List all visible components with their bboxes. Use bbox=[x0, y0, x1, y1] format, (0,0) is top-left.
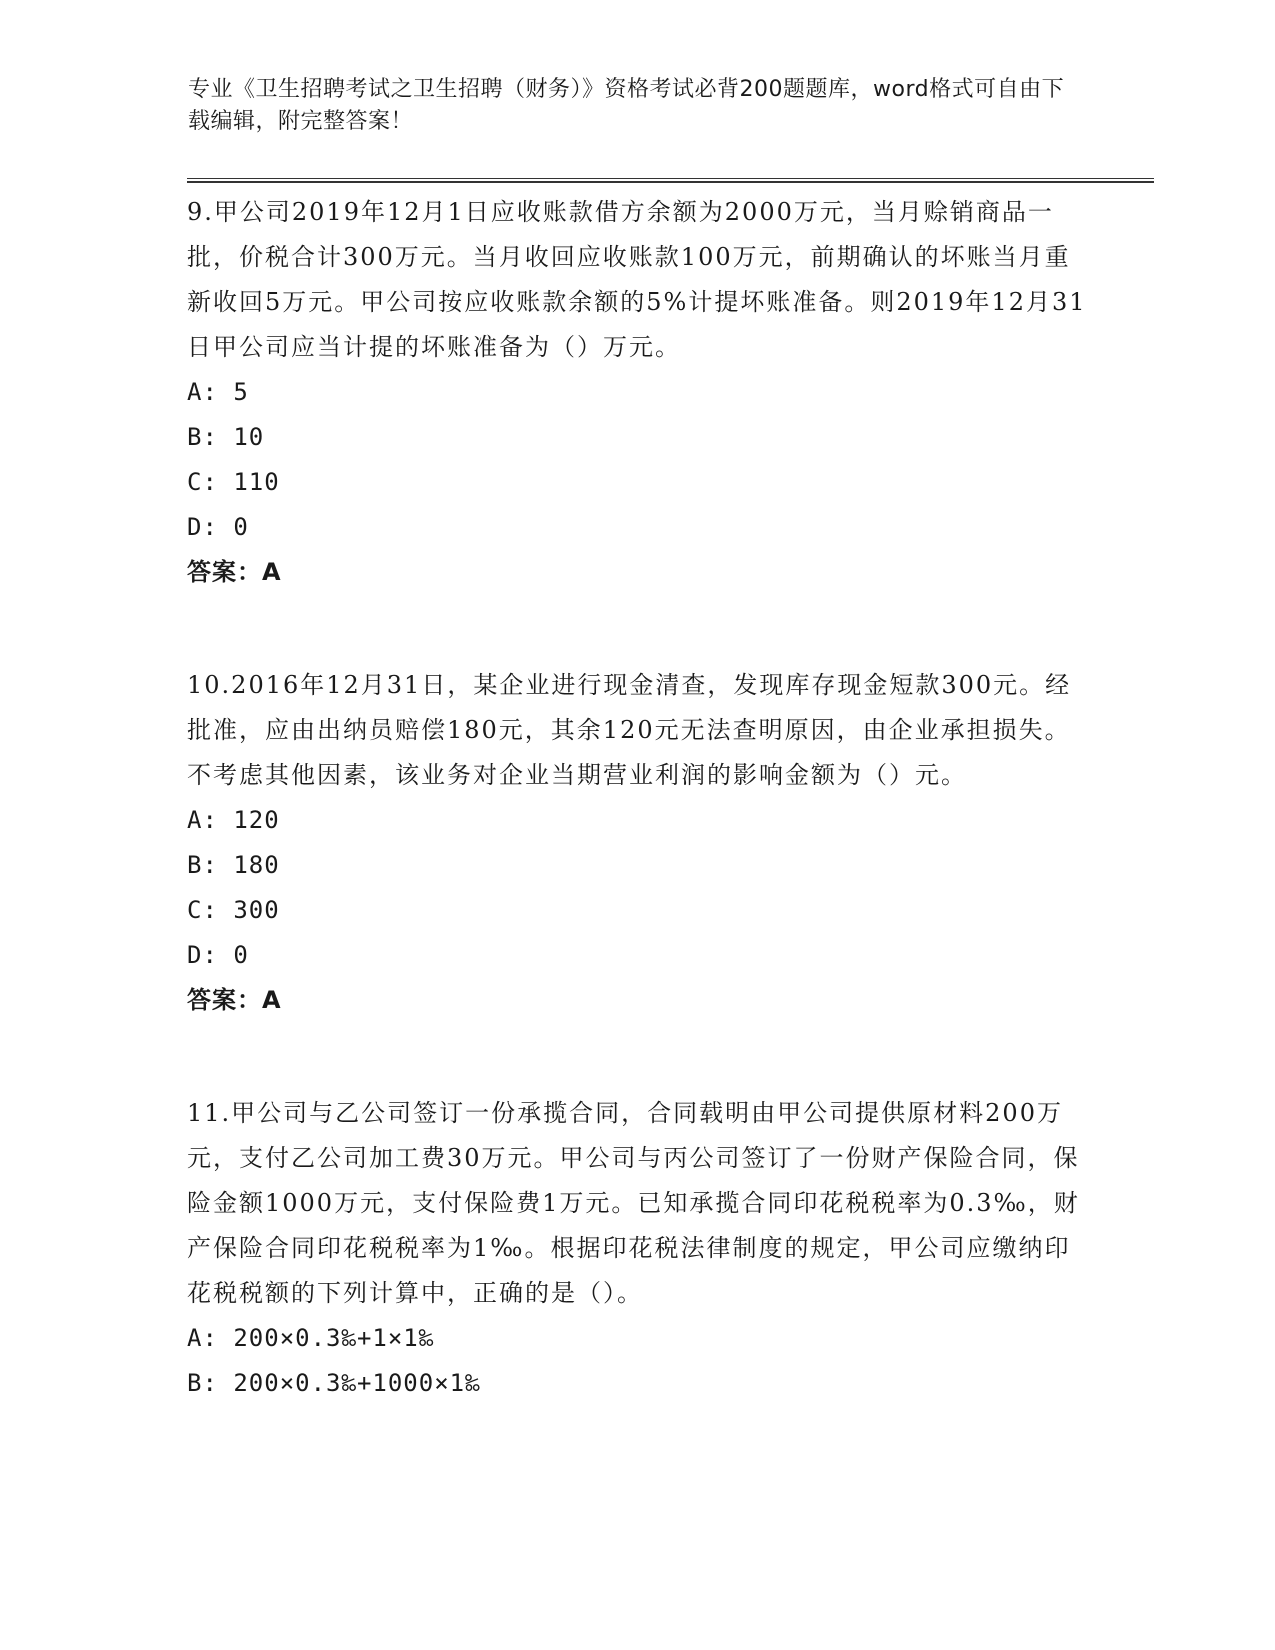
document-header: 专业《卫生招聘考试之卫生招聘（财务）》资格考试必背200题题库，word格式可自由下载编辑，附完整答案！ bbox=[188, 77, 1065, 134]
option-c: C: 110 bbox=[187, 468, 280, 496]
question-stem: 11.甲公司与乙公司签订一份承揽合同，合同载明由甲公司提供原材料200万元，支付乙公司加工费30万元。甲公司与丙公司签订了一份财产保险合同，保险金额1000万元，支付保险费1万元。已知承揽合同印花税税率为0.3‰，财产保险合同印花税税率为1‰。根据印花税法律制度的规定，甲公司应缴纳印花税税额的下列计算中，正确的是（）。 bbox=[187, 1099, 1080, 1307]
option-b: B: 180 bbox=[187, 851, 280, 879]
question-10 bbox=[187, 663, 1087, 1023]
answer-label: 答案：A bbox=[187, 558, 282, 586]
answer-label: 答案：A bbox=[187, 986, 282, 1014]
option-d: D: 0 bbox=[187, 941, 249, 969]
question-stem: 9.甲公司2019年12月1日应收账款借方余额为2000万元，当月赊销商品一批，价税合计300万元。当月收回应收账款100万元，前期确认的坏账当月重新收回5万元。甲公司按应收账款余额的5%计提坏账准备。则2019年12月31日甲公司应当计提的坏账准备为（）万元。 bbox=[187, 198, 1087, 361]
option-c: C: 300 bbox=[187, 896, 280, 924]
question-list bbox=[187, 190, 1087, 1474]
question-stem: 10.2016年12月31日，某企业进行现金清查，发现库存现金短款300元。经批准，应由出纳员赔偿180元，其余120元无法查明原因，由企业承担损失。不考虑其他因素，该业务对企业当期营业利润的影响金额为（）元。 bbox=[187, 671, 1072, 789]
option-b: B: 10 bbox=[187, 423, 265, 451]
question-11 bbox=[187, 1091, 1087, 1406]
option-d: D: 0 bbox=[187, 513, 249, 541]
question-9 bbox=[187, 190, 1087, 595]
option-a: A: 5 bbox=[187, 378, 249, 406]
header-divider bbox=[187, 178, 1154, 183]
option-a: A: 200×0.3‰+1×1‰ bbox=[187, 1324, 435, 1352]
option-a: A: 120 bbox=[187, 806, 280, 834]
option-b: B: 200×0.3‰+1000×1‰ bbox=[187, 1369, 481, 1397]
